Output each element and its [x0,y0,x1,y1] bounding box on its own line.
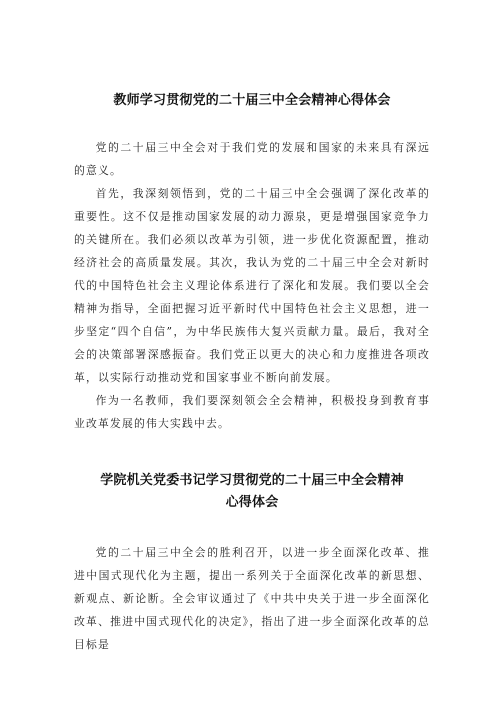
section1-title: 教师学习贯彻党的二十届三中全会精神心得体会 [113,93,391,108]
section2-title-line1: 学院机关党委书记学习贯彻党的二十届三中全会精神 [100,473,404,488]
section1-paragraph-2: 首先，我深刻领悟到，党的二十届三中全会强调了深化改革的重要性。这不仅是推动国家发展的动力源泉，更是增强国家竞争力的关键所在。我们必须以改革为引领，进一步优化资源配置，推动经济社会的高质量发展。其次，我认为党的二十届三中全会对新时代的中国特色社会主义理论体系进行了深化和发展。我们要以全会精神为指导，全面把握习近平新时代中国特色社会主义思想，进一步坚定“四个自信”，为中华民族伟大复兴贡献力量。最后，我对全会的决策部署深感振奋。我们党正以更大的决心和力度推进各项改革，以实际行动推动党和国家事业不断向前发展。 [74,187,430,384]
section2-paragraph-1: 党的二十届三中全会的胜利召开，以进一步全面深化改革、推进中国式现代化为主题，提出一系列关于全面深化改革的新思想、新观点、新论断。全会审议通过了《中共中央关于进一步全面深化改革、推进中国式现代化的决定》，指出了进一步全面深化改革的总目标是 [74,546,430,651]
section1-title-block [74,90,430,112]
section1-paragraph-3: 作为一名教师，我们要深刻领会全会精神，积极投身到教育事业改革发展的伟大实践中去。 [74,394,430,430]
section1-body [74,136,430,435]
section2-title-line2: 心得体会 [225,495,279,510]
section2-title-block [74,470,430,514]
section1-paragraph-1: 党的二十届三中全会对于我们党的发展和国家的未来具有深远的意义。 [74,141,430,177]
section2-title [74,470,430,514]
section2-body [74,541,430,656]
